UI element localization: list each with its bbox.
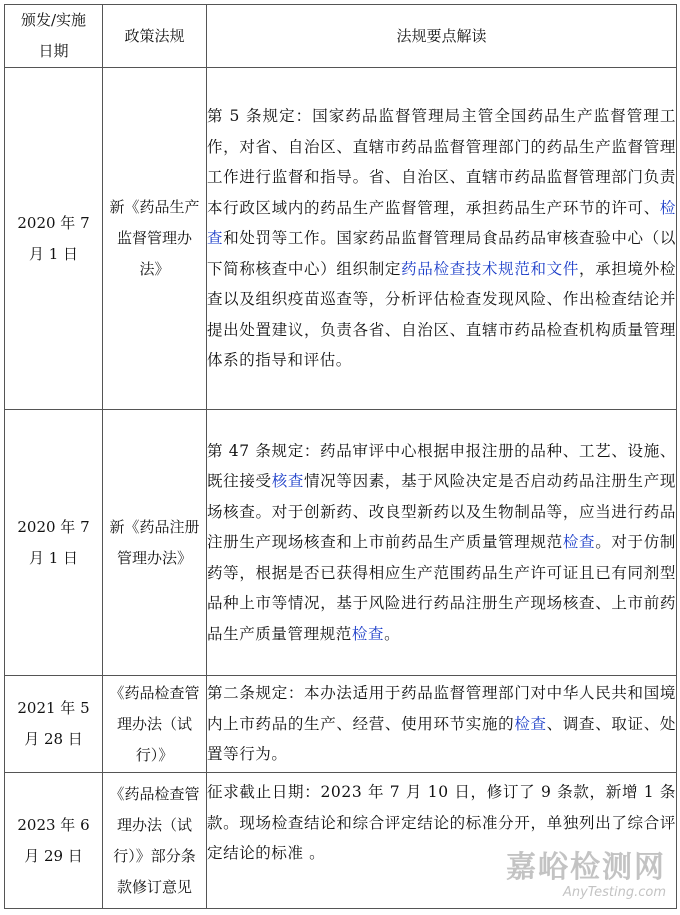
row-date: 2021 年 5 月 28 日 — [5, 676, 103, 773]
table-row — [5, 676, 677, 773]
row-interpretation: 第 5 条规定：国家药品监督管理局主管全国药品生产监督管理工作，对省、自治区、直辖市药品监督管理部门的药品生产监督管理工作进行监督和指导。省、自治区、直辖市药品监督管理部门负责本行政区域内的药品生产监督管理，承担药品生产环节的许可、检查和处罚等工作。国家药品监督管理局食品药品审核查验中心（以下简称核查中心）组织制定药品检查技术规范和文件，承担境外检查以及组织疫苗巡查等，分析评估检查发现风险、作出检查结论并提出处置建议，负责各省、自治区、直辖市药品检查机构质量管理体系的指导和评估。 — [207, 68, 677, 410]
regulation-table — [4, 4, 677, 909]
table-row — [5, 68, 677, 410]
row-policy: 《药品检查管理办法（试行）》部分条款修订意见 — [103, 773, 207, 909]
highlight-keyword: 核查 — [271, 472, 305, 491]
row-policy: 《药品检查管理办法（试行）》 — [103, 676, 207, 773]
highlight-keyword: 检查 — [514, 714, 547, 733]
watermark-logo — [506, 851, 666, 901]
watermark-en: AnyTesting.com — [562, 885, 666, 900]
header-policy: 政策法规 — [103, 5, 207, 68]
header-row — [5, 5, 677, 68]
highlight-keyword: 药品检查技术规范和文件 — [401, 259, 580, 278]
row-date: 2023 年 6 月 29 日 — [5, 773, 103, 909]
row-interpretation: 征求截止日期：2023 年 7 月 10 日，修订了 9 条款，新增 1 条款。现场检查结论和综合评定结论的标准分开，单独列出了综合评定结论的标准 。 — [207, 773, 677, 909]
row-interpretation: 第二条规定：本办法适用于药品监督管理部门对中华人民共和国境内上市药品的生产、经营、使用环节实施的检查、调查、取证、处置等行为。 — [207, 676, 677, 773]
watermark-cn: 嘉峪检测网 — [506, 850, 666, 885]
highlight-keyword: 检查 — [562, 533, 596, 552]
row-date: 2020 年 7 月 1 日 — [5, 68, 103, 410]
highlight-keyword: 检查 — [351, 624, 385, 643]
table-row — [5, 410, 677, 676]
header-interpretation: 法规要点解读 — [207, 5, 677, 68]
header-date: 颁发/实施日期 — [5, 5, 103, 68]
row-date: 2020 年 7 月 1 日 — [5, 410, 103, 676]
row-policy: 新《药品注册管理办法》 — [103, 410, 207, 676]
row-interpretation: 第 47 条规定：药品审评中心根据申报注册的品种、工艺、设施、既往接受核查情况等因素，基于风险决定是否启动药品注册生产现场核查。对于创新药、改良型新药以及生物制品等，应当进行药品注册生产现场核查和上市前药品生产质量管理规范检查。对于仿制药等，根据是否已获得相应生产范围药品生产许可证且已有同剂型品种上市等情况，基于风险进行药品注册生产现场核查、上市前药品生产质量管理规范检查。 — [207, 410, 677, 676]
highlight-keyword: 检查 — [207, 198, 676, 248]
row-policy: 新《药品生产监督管理办法》 — [103, 68, 207, 410]
